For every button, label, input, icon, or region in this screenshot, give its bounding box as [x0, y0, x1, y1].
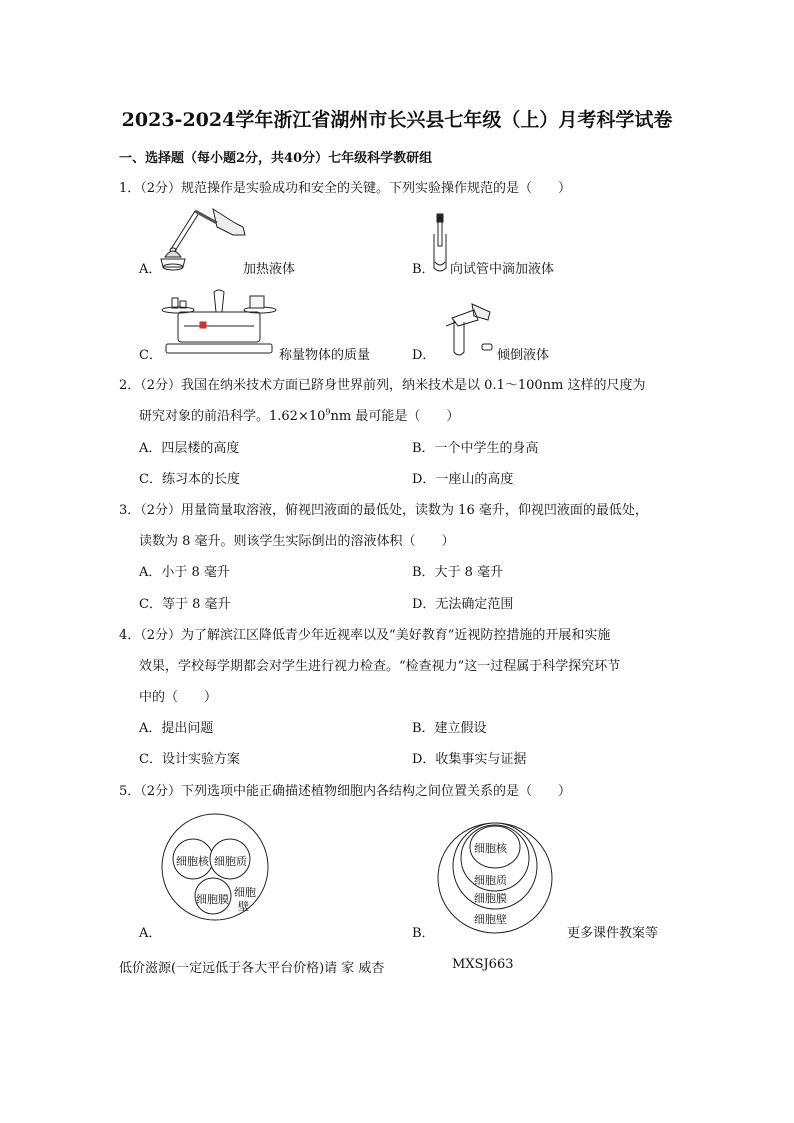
q2-exponent: 9: [325, 407, 331, 417]
q1-option-b-letter: B．: [412, 262, 435, 277]
q5-option-a-letter: A．: [139, 926, 162, 941]
q4-option-d: D．收集事实与证据: [412, 752, 527, 767]
q2-stem-line1: 2．（2分）我国在纳米技术方面已跻身世界前列，纳米技术是以 0.1～100nm 这样的尺度为: [119, 378, 646, 393]
q2-stem-pre: 研究对象的前沿科学。1.62×10: [139, 409, 326, 424]
q1-stem: 1．（2分）规范操作是实验成功和安全的关键。下列实验操作规范的是（ ）: [119, 181, 572, 196]
q1-option-b-text: 向试管中滴加液体: [450, 262, 555, 277]
pouring-liquid-figure: [432, 300, 496, 360]
q2-option-a: A．四层楼的高度: [139, 441, 240, 456]
q4-option-b: B．建立假设: [412, 721, 487, 736]
q2-option-c: C．练习本的长度: [139, 472, 240, 487]
cell-b-cytoplasm-label: 细胞质: [474, 874, 507, 887]
page-title: 2023-2024学年浙江省湖州市长兴县七年级（上）月考科学试卷: [121, 109, 673, 131]
section-heading: 一、选择题（每小题2分，共40分）七年级科学教研组: [119, 151, 433, 166]
q4-stem-line2: 效果，学校每学期都会对学生进行视力检查。“检查视力”这一过程属于科学探究环节: [139, 659, 621, 674]
q2-option-b: B．一个中学生的身高: [412, 441, 539, 456]
cell-a-nucleus-label: 细胞核: [176, 855, 209, 868]
q3-stem-line2: 读数为 8 毫升。则该学生实际倒出的溶液体积（ ）: [139, 534, 455, 549]
cell-a-wall-label-2: 壁: [238, 900, 249, 913]
q2-stem-post: nm 最可能是（ ）: [330, 409, 460, 424]
q4-option-c: C．设计实验方案: [139, 752, 240, 767]
q1-option-d-letter: D．: [412, 348, 436, 363]
ad-text-left: 低价滋源(一定远低于各大平台价格)请 家 威杏: [119, 961, 385, 976]
q1-option-a-text: 加热液体: [243, 262, 296, 277]
q3-option-d: D．无法确定范围: [412, 597, 514, 612]
q3-stem-line1: 3．（2分）用量筒量取溶液，俯视凹液面的最低处，读数为 16 毫升，仰视凹液面的最低处，: [119, 503, 648, 518]
q3-option-b: B．大于 8 毫升: [412, 565, 504, 580]
cell-b-nucleus-label: 细胞核: [474, 842, 507, 855]
q4-stem-line1: 4．（2分）为了解滨江区降低青少年近视率以及“美好教育”近视防控措施的开展和实施: [119, 628, 611, 643]
cell-b-wall-label: 细胞壁: [474, 913, 507, 926]
q2-stem-line2: [139, 405, 459, 424]
q1-option-a-letter: A．: [139, 262, 162, 277]
q5-stem: 5．（2分）下列选项中能正确描述植物细胞内各结构之间位置关系的是（ ）: [119, 784, 572, 799]
q5-option-b-letter: B．: [412, 926, 435, 941]
cell-a-wall-label-1: 细胞: [234, 886, 256, 899]
cell-a-membrane-label: 细胞膜: [196, 893, 229, 906]
q3-option-c: C．等于 8 毫升: [139, 597, 231, 612]
q3-option-a: A．小于 8 毫升: [139, 565, 230, 580]
q2-option-d: D．一座山的高度: [412, 472, 514, 487]
q4-option-a: A．提出问题: [139, 721, 214, 736]
q1-option-c-letter: C．: [139, 348, 162, 363]
q4-stem-line3: 中的（ ）: [139, 690, 218, 705]
heating-liquid-figure: [155, 205, 250, 275]
balance-figure: [160, 288, 278, 356]
cell-a-cytoplasm-label: 细胞质: [214, 855, 247, 868]
ad-text-right: 更多课件教案等: [567, 926, 659, 941]
ad-code: MXSJ663: [452, 957, 514, 972]
q1-option-d-text: 倾倒液体: [497, 348, 550, 363]
q1-option-c-text: 称量物体的质量: [279, 348, 371, 363]
cell-b-membrane-label: 细胞膜: [474, 892, 507, 905]
